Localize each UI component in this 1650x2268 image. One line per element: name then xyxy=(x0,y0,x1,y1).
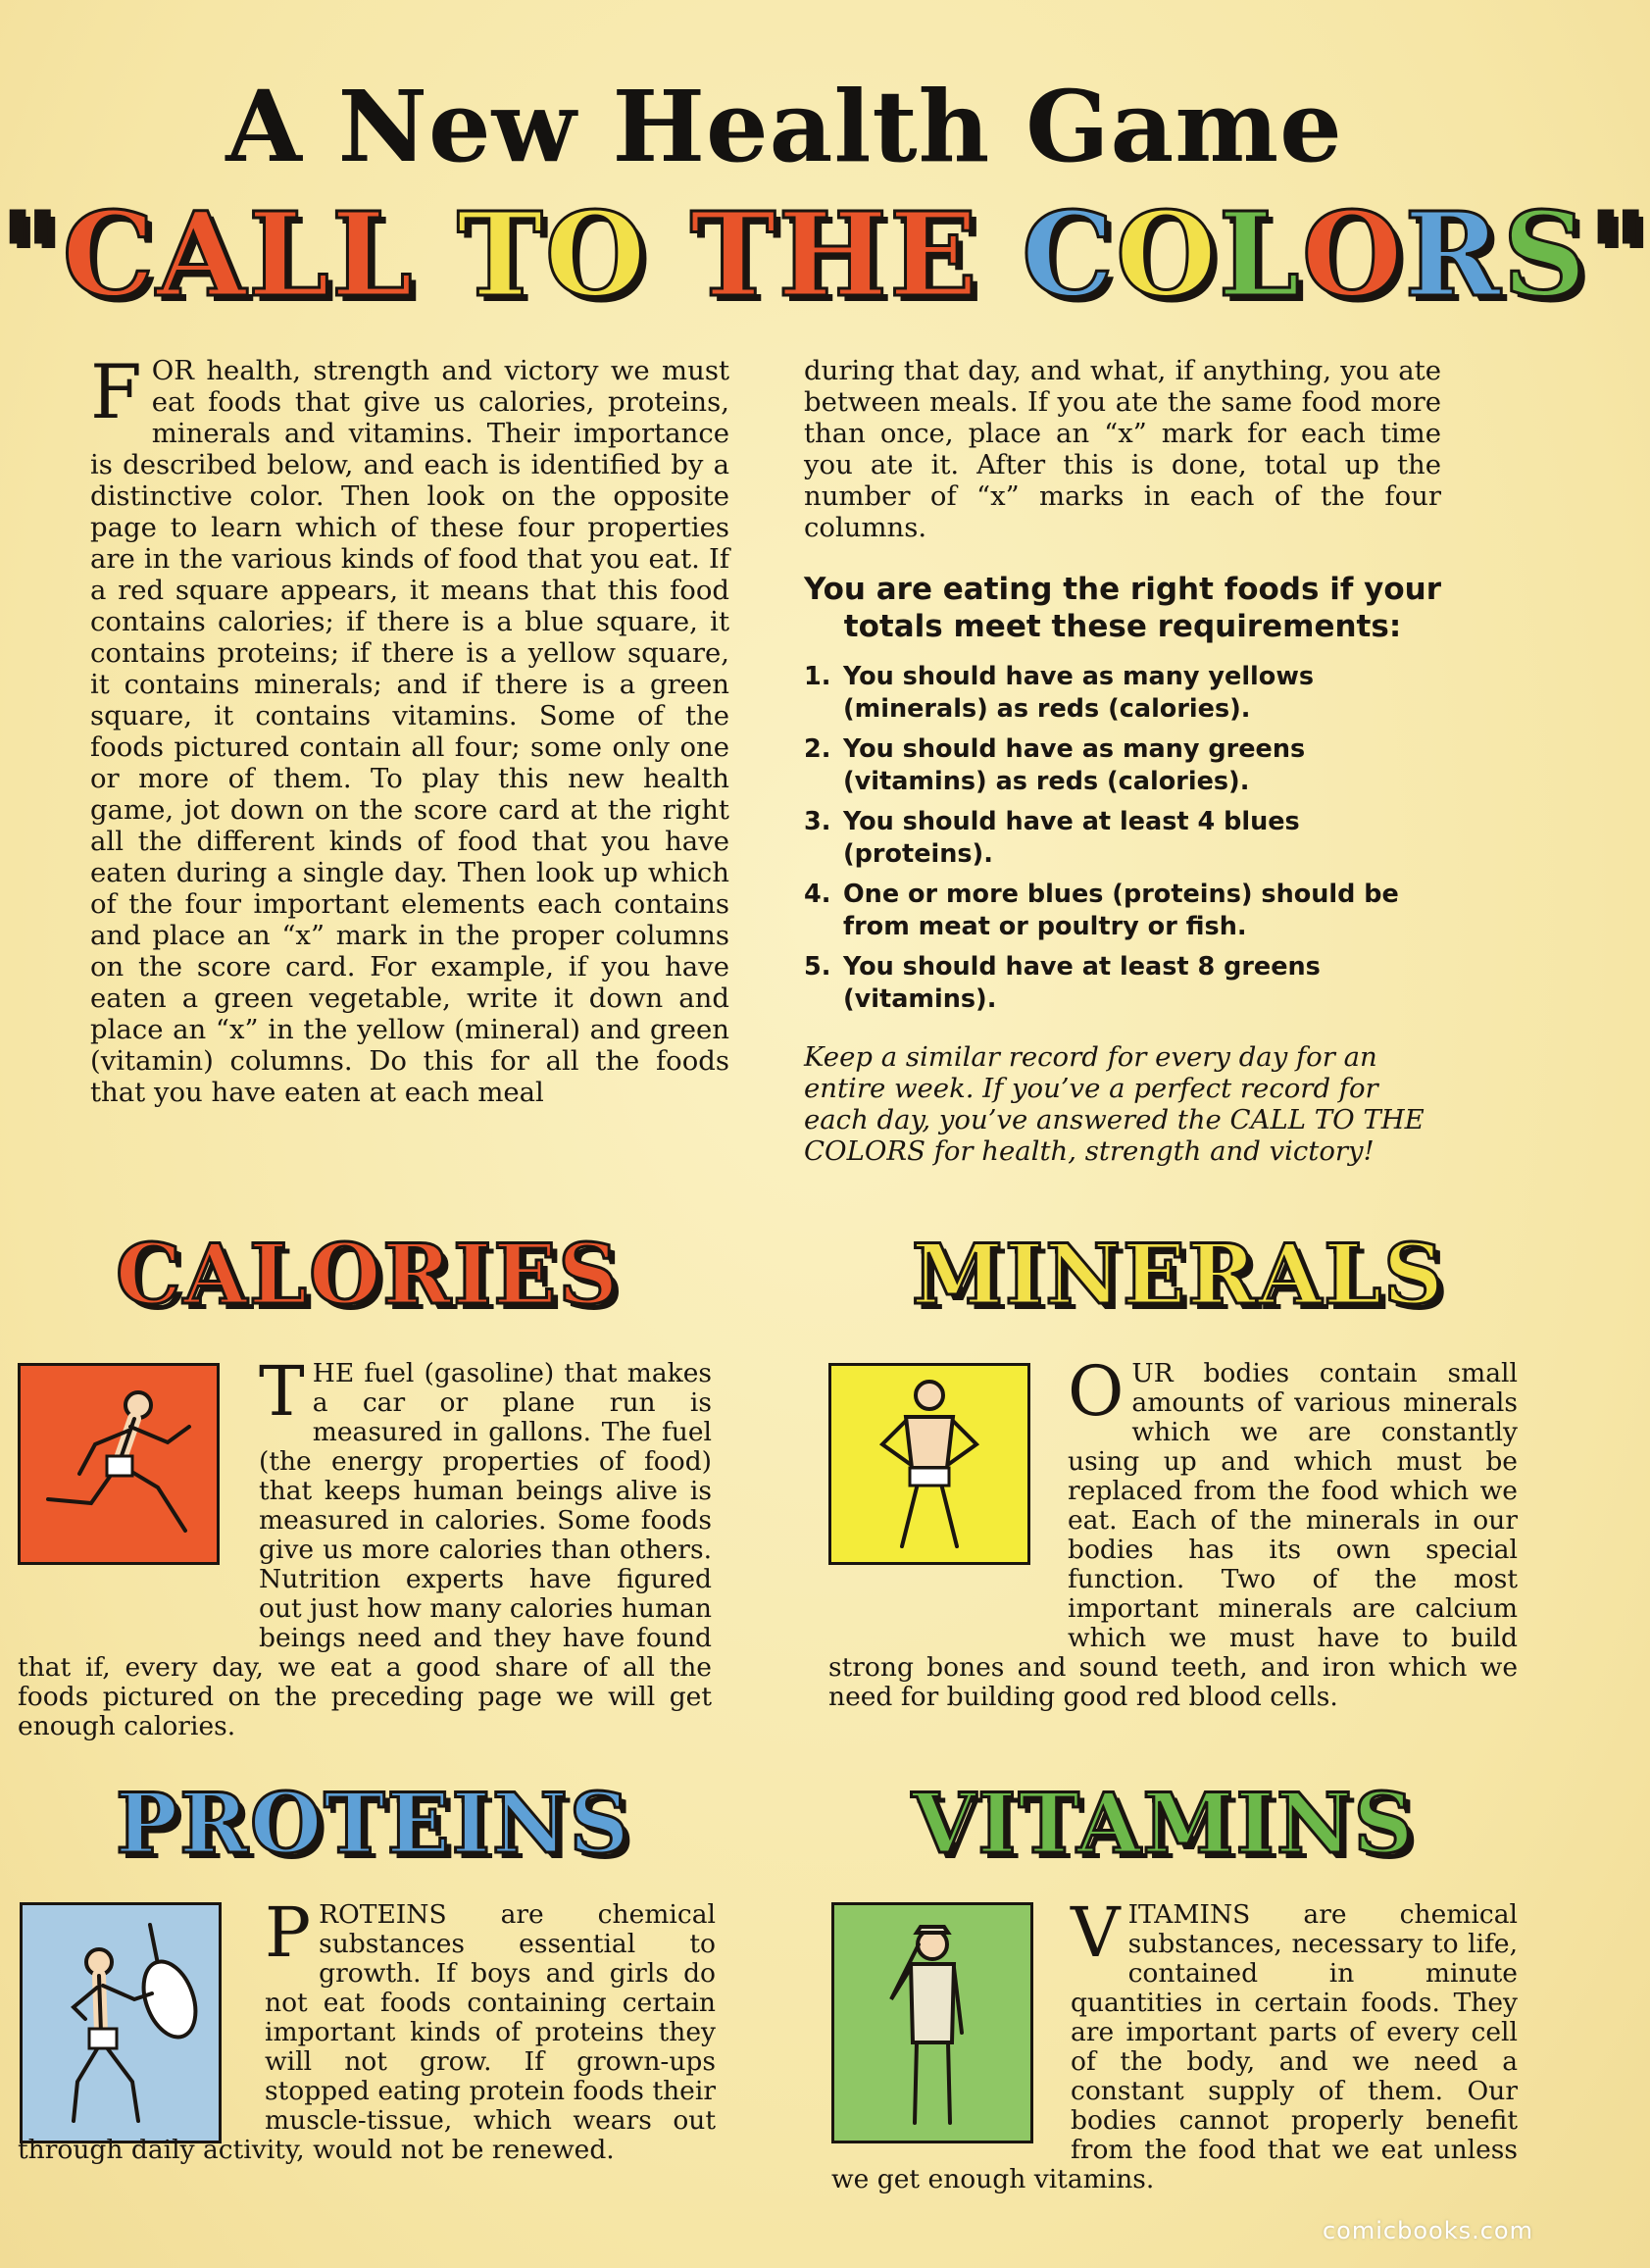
subtitle-letter-o: O xyxy=(1115,186,1219,323)
subtitle-word-to: TO xyxy=(457,186,648,323)
list-item-text: You should have as many yellows (minerals) as reds (calories). xyxy=(843,662,1315,724)
closing-text: Keep a similar record for every day for an entire week. If you’ve a perfect record for each day, you’ve answered the CALL TO THE COLORS for health, strength and victory! xyxy=(804,1041,1425,1167)
requirements-heading: You are eating the right foods if your totals meet these requirements: xyxy=(804,572,1442,644)
watermark: comicbooks.com xyxy=(1322,2217,1533,2244)
calories-text: HE fuel (gasoline) that makes a car or plane run is measured in gallons. The fuel (the energy properties of food) that keeps human beings alive is measured in calories. Some foods give us more calories than others. Nutrition experts have figured out just how many calories human beings need and they have found that if, every day, we eat a good share of all the foods pictured on the preceding page we will get enough calories. xyxy=(18,1358,712,1741)
calories-text-block xyxy=(18,1351,712,1741)
subtitle-word-call: CALL xyxy=(62,186,415,323)
subtitle-space xyxy=(415,186,457,323)
vitamins-text: ITAMINS are chemical substances, necessary to life, contained in minute quantities in certain foods. They are important parts of every cell of the body, and we need a constant supply of them. Our bodies cannot properly benefit from the food that we eat unless we get enough vitamins. xyxy=(831,1899,1518,2194)
minerals-dropcap: O xyxy=(1068,1351,1125,1432)
requirements-list xyxy=(804,661,1441,1016)
list-item-number: 5. xyxy=(804,952,831,982)
subtitle-letter-l: L xyxy=(1218,186,1302,323)
proteins-text-block xyxy=(18,1892,716,2165)
proteins-dropcap: P xyxy=(265,1892,312,1973)
minerals-text-block xyxy=(828,1351,1518,1712)
list-item xyxy=(804,733,1441,798)
intro-dropcap: F xyxy=(90,348,142,435)
list-item-text: You should have at least 8 greens (vitamins). xyxy=(843,952,1321,1014)
subtitle-space xyxy=(648,186,690,323)
image-wrap-spacer xyxy=(828,1359,1068,1647)
subtitle-close-quote: " xyxy=(1587,186,1650,323)
list-item-text: One or more blues (proteins) should be from meat or poultry or fish. xyxy=(843,880,1399,941)
list-item xyxy=(804,951,1441,1016)
list-item xyxy=(804,806,1441,871)
vitamins-heading: VITAMINS xyxy=(912,1775,1416,1872)
subtitle-letter-o: O xyxy=(1301,186,1405,323)
list-item xyxy=(804,879,1441,943)
vitamins-dropcap: V xyxy=(1071,1892,1121,1973)
list-item-number: 4. xyxy=(804,880,831,909)
list-item-number: 1. xyxy=(804,662,831,691)
list-item-text: You should have at least 4 blues (proteins). xyxy=(843,807,1300,869)
image-wrap-spacer xyxy=(18,1359,259,1653)
intro-left-text: OR health, strength and victory we must eat foods that give us calories, proteins, minerals and vitamins. Their importance is described below, and each is identified by a distinctive color. Then look on the opposite page to learn which of these four properties are in the various kinds of food that you eat. If a red square appears, it means that this food contains calories; if there is a blue square, it contains proteins; if there is a yellow square, it contains minerals; and if there is a green square, it contains vitamins. Some of the foods pictured contain all four; some only one or more of them. To play this new health game, jot down on the score card at the right all the different kinds of food that you have eaten during a single day. Then look up which of the four important elements each contains and place an “x” mark in the proper columns on the score card. For example, if you have eaten a green vegetable, write it down and place an “x” in the yellow (mineral) and green (vitamin) columns. Do this for all the foods that you have eaten at each meal xyxy=(90,355,729,1108)
proteins-text: ROTEINS are chemical substances essential to growth. If boys and girls do not eat foods containing certain important kinds of proteins they will not grow. If grown-ups stopped eating protein foods their muscle-tissue, which wears out through daily activity, would not be renewed. xyxy=(18,1899,716,2165)
calories-heading: CALORIES xyxy=(116,1226,621,1323)
list-item xyxy=(804,661,1441,726)
list-item-number: 3. xyxy=(804,807,831,836)
subtitle-word-the: THE xyxy=(689,186,979,323)
proteins-heading: PROTEINS xyxy=(116,1775,631,1872)
image-wrap-spacer xyxy=(18,1900,265,2128)
subtitle-letter-s: S xyxy=(1502,186,1588,323)
image-wrap-spacer xyxy=(831,1900,1071,2157)
list-item-number: 2. xyxy=(804,734,831,764)
vitamins-text-block xyxy=(831,1892,1518,2194)
subtitle-open-quote: " xyxy=(0,186,63,323)
page-title: A New Health Game xyxy=(225,69,1343,184)
intro-right-column xyxy=(804,355,1441,1167)
page-subtitle xyxy=(0,186,1650,323)
subtitle-letter-r: R xyxy=(1404,186,1503,323)
intro-left-column xyxy=(90,348,729,1108)
intro-right-text: during that day, and what, if anything, you ate between meals. If you ate the same food more than once, place an “x” mark for each time you ate it. After this is done, total up the number of “x” marks in each of the four columns. xyxy=(804,355,1441,543)
minerals-heading: MINERALS xyxy=(912,1226,1445,1323)
minerals-text: UR bodies contain small amounts of various minerals which we are constantly using up and which must be replaced from the food which we eat. Each of the minerals in our bodies has its own special function. Two of the most important minerals are calcium which we must have to build strong bones and sound teeth, and iron which we need for building good red blood cells. xyxy=(828,1358,1518,1712)
subtitle-letter-c: C xyxy=(1022,186,1116,323)
calories-dropcap: T xyxy=(259,1351,305,1432)
subtitle-space xyxy=(979,186,1022,323)
list-item-text: You should have as many greens (vitamins) as reds (calories). xyxy=(843,734,1306,796)
